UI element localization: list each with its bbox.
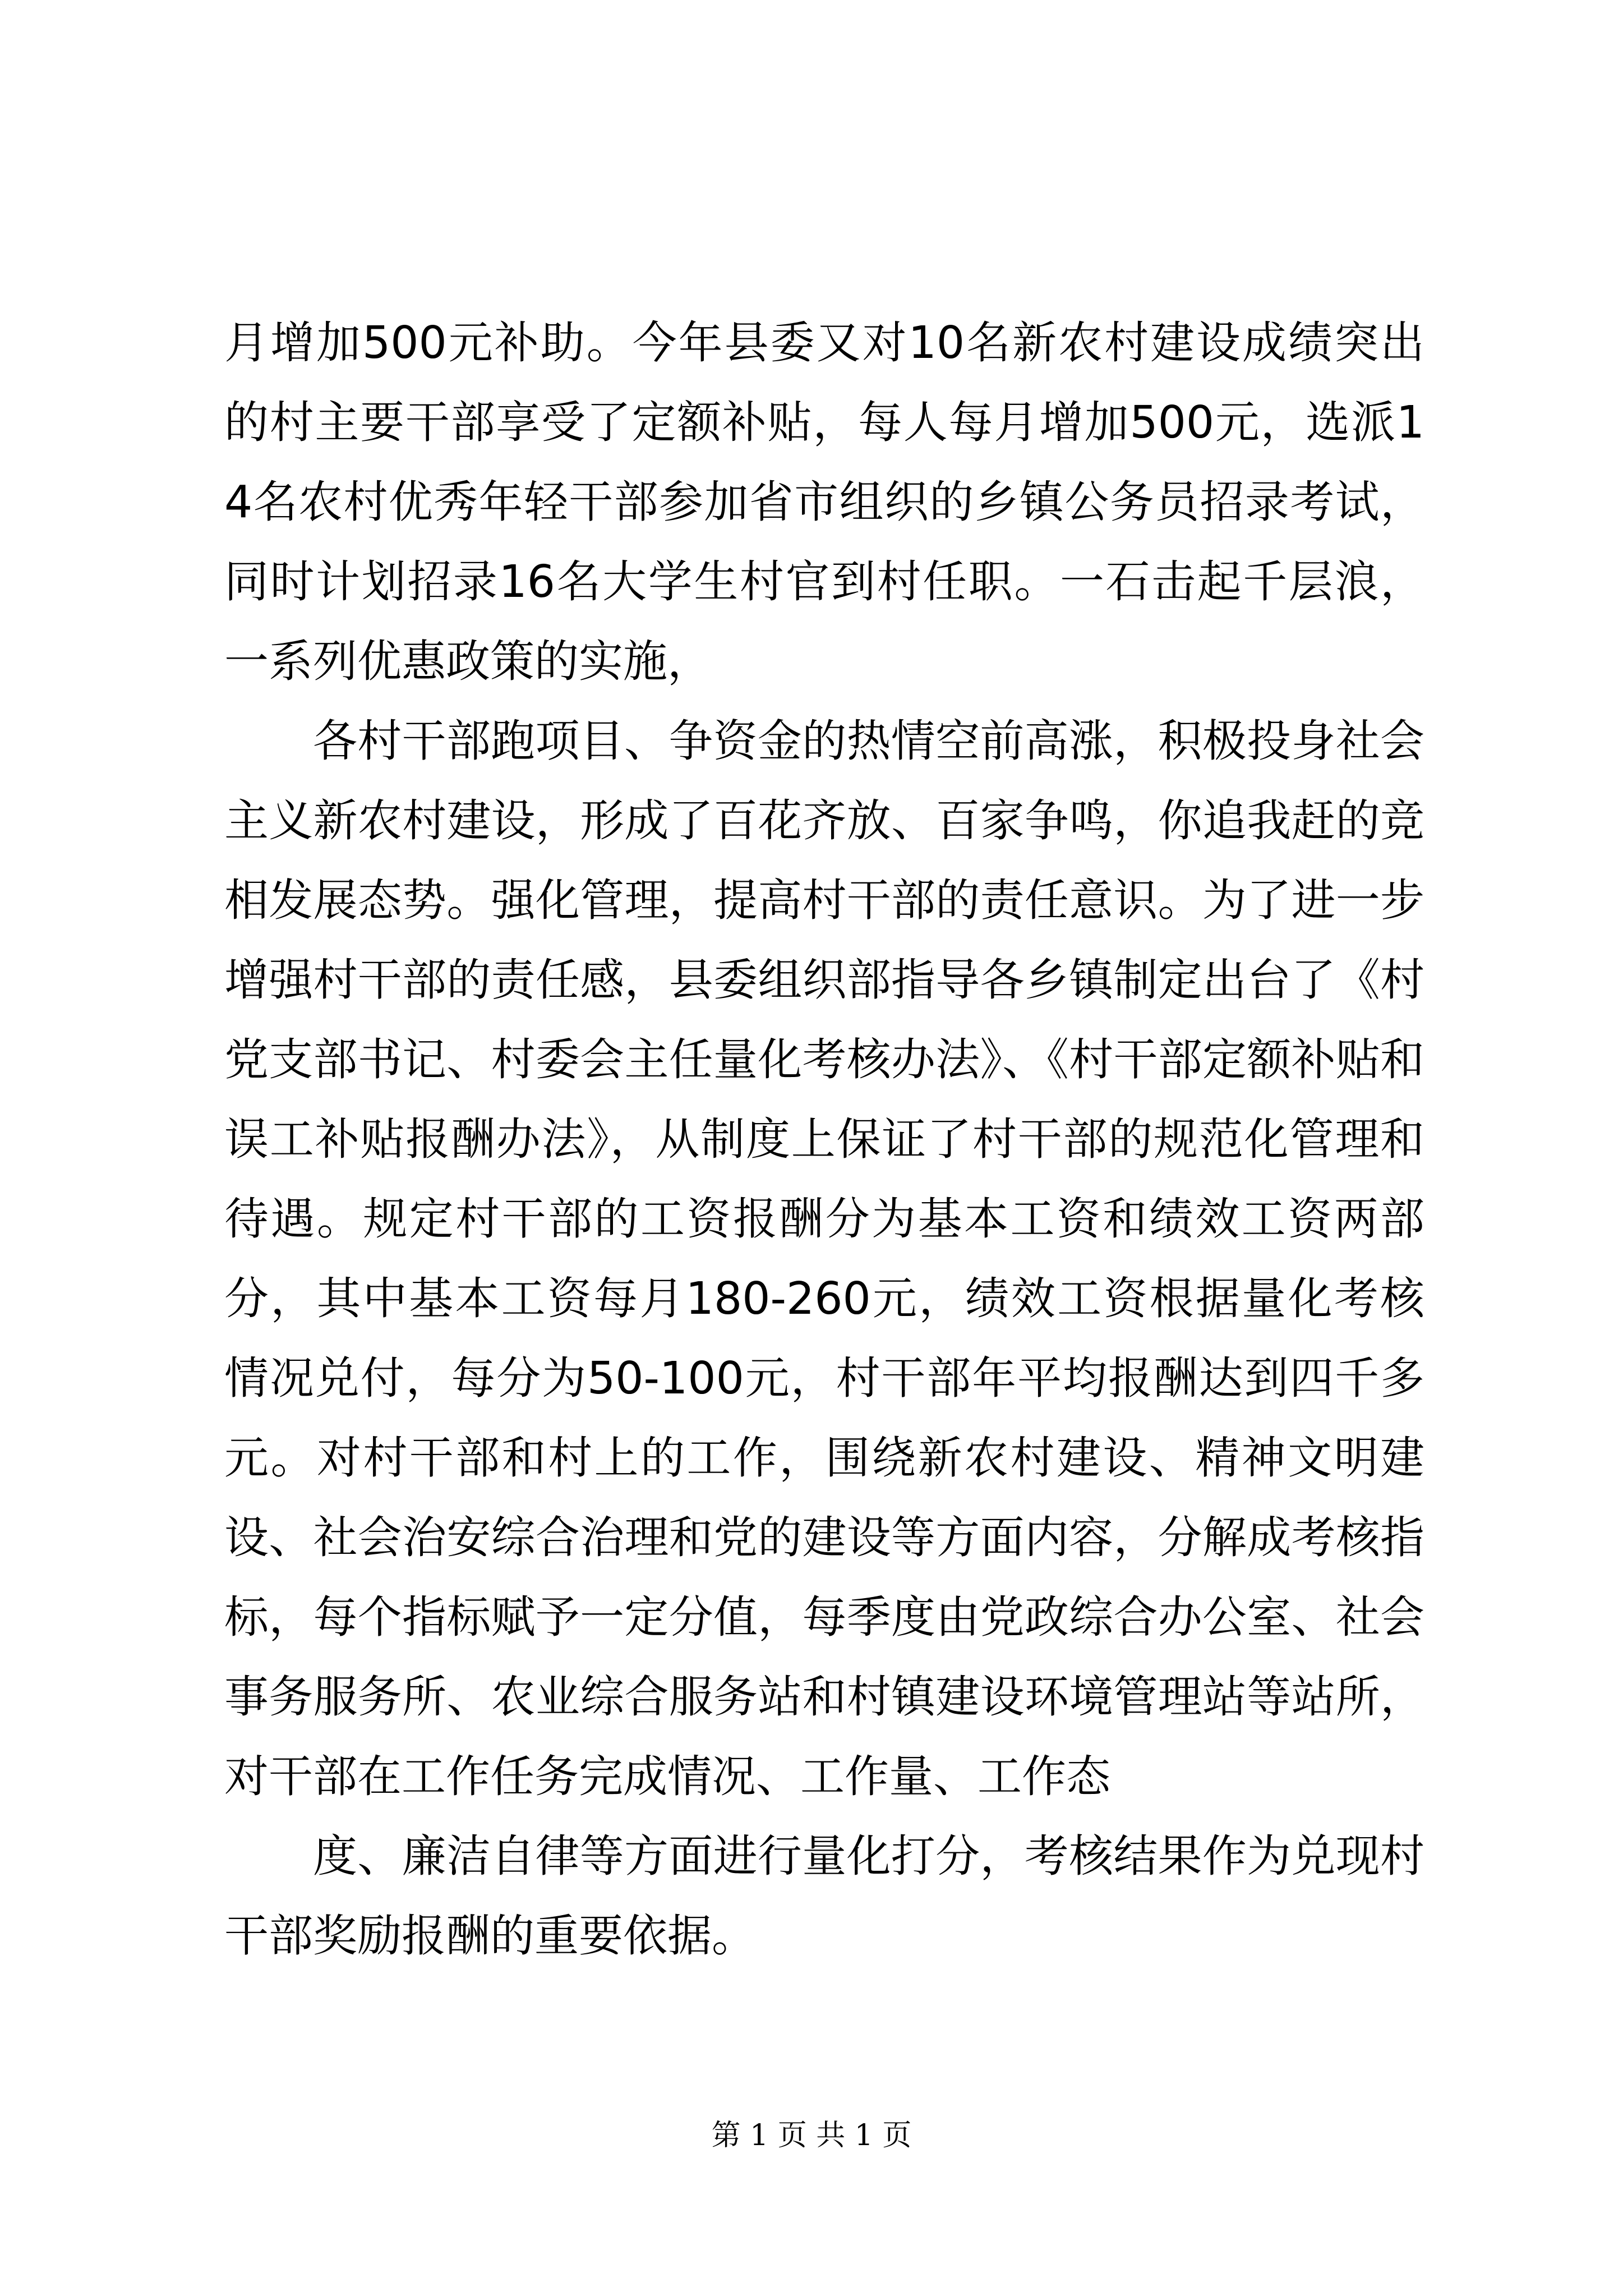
paragraph-assessment: 度、廉洁自律等方面进行量化打分，考核结果作为兑现村干部奖励报酬的重要依据。 [224, 1830, 1424, 1962]
paragraph-continued: 月增加500元补助。今年县委又对10名新农村建设成绩突出的村主要干部享受了定额补贴，每人每月增加500元，选派14名农村优秀年轻干部参加省市组织的乡镇公务员招录考试，同时计划招录16名大学生村官到村任职。一石击起千层浪，一系列优惠政策的实施， [224, 317, 1424, 687]
paragraph-management: 各村干部跑项目、争资金的热情空前高涨，积极投身社会主义新农村建设，形成了百花齐放、百家争鸣，你追我赶的竞相发展态势。强化管理，提高村干部的责任意识。为了进一步增强村干部的责任感，县委组织部指导各乡镇制定出台了《村党支部书记、村委会主任量化考核办法》、《村干部定额补贴和误工补贴报酬办法》，从制度上保证了村干部的规范化管理和待遇。规定村干部的工资报酬分为基本工资和绩效工资两部分，其中基本工资每月180-260元，绩效工资根据量化考核情况兑付，每分为50-100元，村干部年平均报酬达到四千多元。对村干部和村上的工作，围绕新农村建设、精神文明建设、社会治安综合治理和党的建设等方面内容，分解成考核指标，每个指标赋予一定分值，每季度由党政综合办公室、社会事务服务所、农业综合服务站和村镇建设环境管理站等站所，对干部在工作任务完成情况、工作量、工作态 [224, 715, 1424, 1802]
document-body [224, 303, 1424, 1976]
page-footer: 第 1 页 共 1 页 [711, 2119, 912, 2152]
